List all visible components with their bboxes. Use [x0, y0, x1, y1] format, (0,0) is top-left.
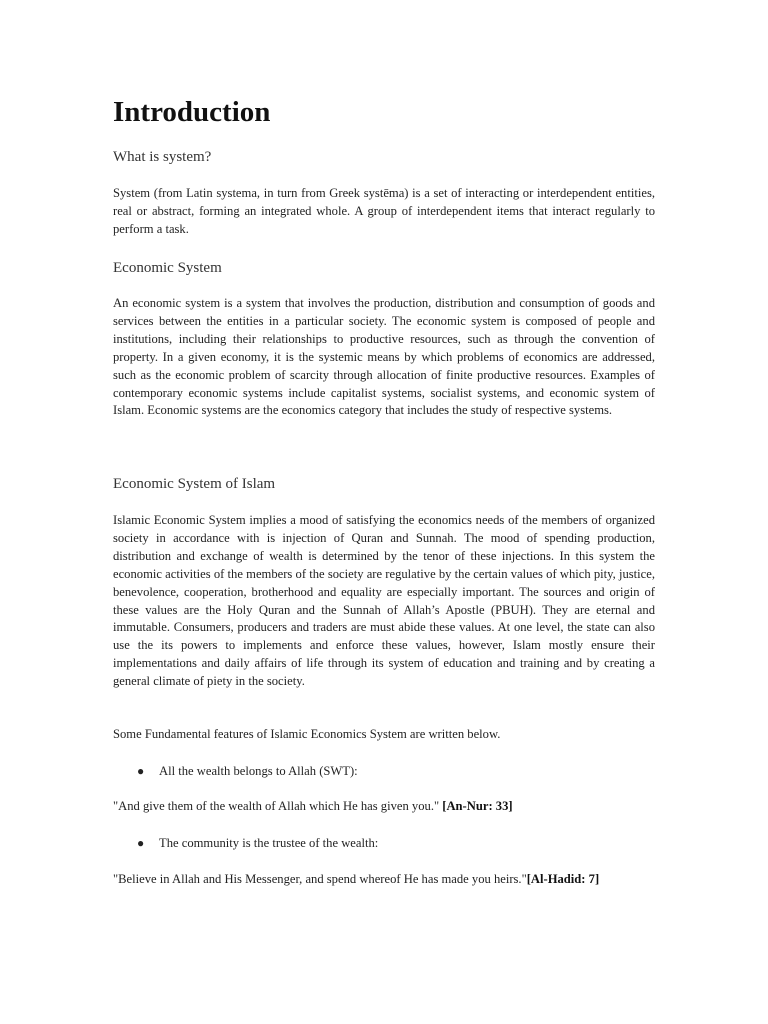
feature-quote-1: [113, 798, 641, 816]
feature-bullet-2: [137, 834, 378, 852]
page-title: Introduction: [113, 96, 271, 128]
bullet-icon: ●: [137, 836, 145, 850]
feature-quote-1-text: "And give them of the wealth of Allah which He has given you.": [113, 799, 443, 813]
section-body-economic-system: An economic system is a system that involves the production, distribution and consumption of goods and services between the entities in a particular society. The economic system is composed of people and institutions, including their relationships to productive resources, such as through the convention of property. In a given economy, it is the systemic means by which problems of economics are addressed, such as the economic problem of scarcity through allocation of finite productive resources. Examples of contemporary economic systems include capitalist systems, socialist systems, and economic system of Islam. Economic systems are the economics category that includes the study of respective systems.: [113, 296, 655, 418]
section-heading-economic-system: Economic System: [113, 260, 222, 276]
features-intro: Some Fundamental features of Islamic Economics System are written below.: [113, 727, 501, 741]
feature-quote-1-reference: [An-Nur: 33]: [442, 799, 513, 813]
section-heading-economic-system-of-islam: Economic System of Islam: [113, 476, 276, 492]
feature-quote-2-reference: [Al-Hadid: 7]: [526, 872, 600, 886]
feature-bullet-1: [137, 762, 358, 780]
feature-bullet-1-text: All the wealth belongs to Allah (SWT):: [159, 764, 358, 778]
feature-bullet-2-text: The community is the trustee of the wealth:: [159, 836, 379, 850]
feature-quote-2-text: "Believe in Allah and His Messenger, and spend whereof He has made you heirs.": [113, 872, 527, 886]
feature-quote-2: [113, 871, 641, 889]
section-body-economic-system-of-islam: Islamic Economic System implies a mood of satisfying the economics needs of the members of organized society in accordance with is injection of Quran and Sunnah. The mood of spending production, distribution and exchange of wealth is determined by the tenor of these injections. In this system the economic activities of the members of the society are regulative by the certain values of which pity, justice, benevolence, cooperation, brotherhood and equality are especially important. The sources and origin of these values are the Holy Quran and the Sunnah of Allah’s Apostle (PBUH). They are eternal and immutable. Consumers, producers and traders are must abide these values. At one level, the state can also use the its powers to implements and enforce these values, however, Islam mostly ensure their implementations and daily affairs of life through its system of education and training and by creating a general climate of piety in the society.: [113, 513, 655, 689]
bullet-icon: ●: [137, 764, 145, 778]
section-heading-what-is-system: What is system?: [113, 149, 212, 165]
section-body-what-is-system: System (from Latin systema, in turn from Greek systēma) is a set of interacting or interdependent entities, real or abstract, forming an integrated whole. A group of interdependent items that interact regularly to perform a task.: [113, 186, 655, 236]
